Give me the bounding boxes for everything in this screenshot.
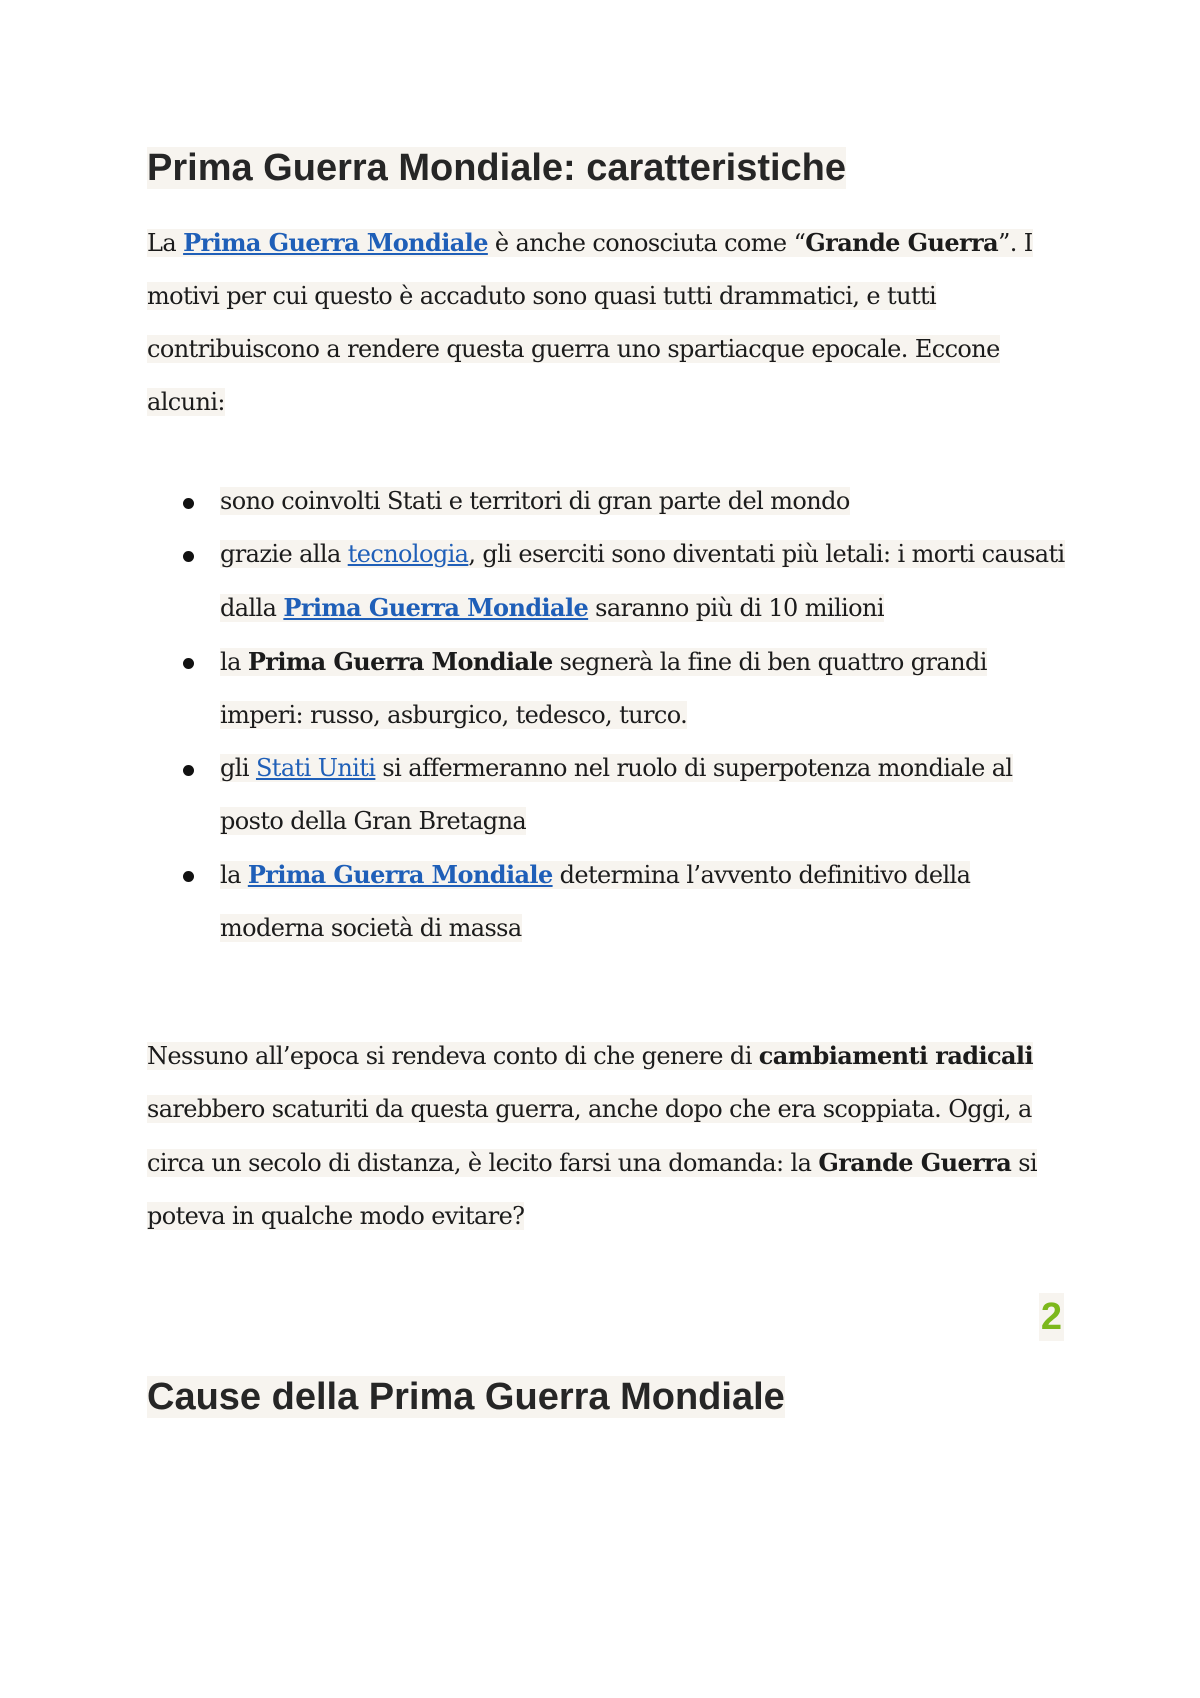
link-prima-guerra-mondiale[interactable]: Prima Guerra Mondiale bbox=[247, 860, 553, 889]
link-prima-guerra-mondiale[interactable]: Prima Guerra Mondiale bbox=[183, 228, 488, 257]
link-tecnologia[interactable]: tecnologia bbox=[347, 540, 469, 568]
bullet-icon bbox=[183, 498, 194, 509]
bullet-icon bbox=[183, 551, 194, 562]
section-title-caratteristiche bbox=[147, 144, 848, 192]
bold-grande-guerra: Grande Guerra bbox=[805, 228, 999, 257]
list-item: gli Stati Uniti si affermeranno nel ruolo di superpotenza mondiale al posto della Gran Bretagna bbox=[147, 742, 1067, 848]
section-title-text: Prima Guerra Mondiale: caratteristiche bbox=[147, 147, 847, 189]
bold-grande-guerra: Grande Guerra bbox=[818, 1148, 1012, 1177]
link-stati-uniti[interactable]: Stati Uniti bbox=[255, 754, 376, 782]
list-item: la Prima Guerra Mondiale determina l’avvento definitivo della moderna società di massa bbox=[147, 848, 1067, 955]
bullet-icon bbox=[183, 658, 194, 669]
bullet-icon bbox=[183, 871, 194, 882]
bold-cambiamenti-radicali: cambiamenti radicali bbox=[758, 1041, 1033, 1070]
section-title-text: Cause della Prima Guerra Mondiale bbox=[147, 1376, 785, 1418]
list-item: sono coinvolti Stati e territori di gran parte del mondo bbox=[147, 475, 1067, 528]
link-prima-guerra-mondiale[interactable]: Prima Guerra Mondiale bbox=[283, 593, 589, 622]
closing-paragraph: Nessuno all’epoca si rendeva conto di che genere di cambiamenti radicali sarebbero scaturiti da questa guerra, anche dopo che era scoppiata. Oggi, a circa un secolo di distanza, è lecito farsi una domanda: la Grande Guerra si poteva in qualche modo evitare? bbox=[147, 1041, 1037, 1230]
intro-paragraph: La Prima Guerra Mondiale è anche conosciuta come “Grande Guerra”. I motivi per cui questo è accaduto sono quasi tutti drammatici, e tutti contribuiscono a rendere questa guerra uno spartiacque epocale. Eccone alcuni: bbox=[147, 228, 1033, 416]
list-item: grazie alla tecnologia, gli eserciti sono diventati più letali: i morti causati dalla Prima Guerra Mondiale saranno più di 10 milioni bbox=[147, 528, 1067, 635]
characteristics-list bbox=[147, 475, 1067, 955]
section-title-cause bbox=[147, 1373, 787, 1421]
page-number: 2 bbox=[1039, 1293, 1064, 1341]
list-item: la Prima Guerra Mondiale segnerà la fine di ben quattro grandi imperi: russo, asburgico, tedesco, turco. bbox=[147, 635, 1067, 742]
bold-prima-guerra-mondiale: Prima Guerra Mondiale bbox=[247, 647, 553, 676]
bullet-icon bbox=[183, 765, 194, 776]
